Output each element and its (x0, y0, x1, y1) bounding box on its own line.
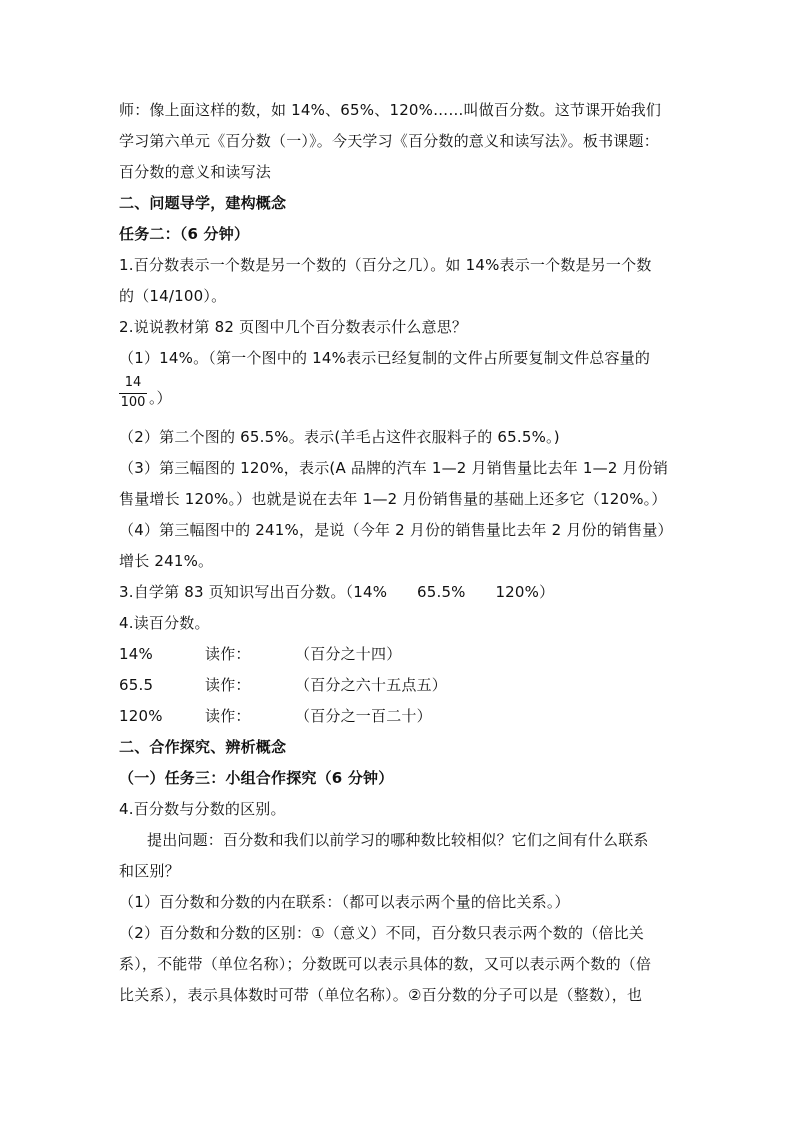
text-line: 的（14/100）。 (119, 287, 227, 305)
read-value: （百分之十四） (295, 645, 402, 663)
task-heading: 任务二：（6 分钟） (119, 225, 250, 243)
text-line: （2）第二个图的 65.5%。表示(羊毛占这件衣服料子的 65.5%。) (119, 428, 560, 446)
text-line: （2）百分数和分数的区别：①（意义）不同，百分数只表示两个数的（倍比关 (119, 924, 644, 942)
text-line: （1）14%。（第一个图中的 14%表示已经复制的文件占所要复制文件总容量的 (119, 349, 651, 367)
section-heading: 二、合作探究、辨析概念 (119, 738, 287, 756)
text-line: 学习第六单元《百分数（一）》。今天学习《百分数的意义和读写法》。板书课题： (119, 132, 659, 150)
fraction (119, 374, 147, 412)
section-heading: 二、问题导学，建构概念 (119, 194, 287, 212)
text-line: 3.自学第 83 页知识写出百分数。（14% 65.5% 120%） (119, 583, 555, 601)
read-row (119, 670, 679, 701)
read-row (119, 701, 679, 732)
document-body (119, 95, 679, 1011)
text-line: 和区别？ (119, 862, 180, 880)
read-row (119, 639, 679, 670)
text-line: （1）百分数和分数的内在联系：（都可以表示两个量的倍比关系。） (119, 893, 570, 911)
read-label: 读作： (205, 707, 251, 725)
text-line: （3）第三幅图的 120%，表示(A 品牌的汽车 1—2 月销售量比去年 1—2 月份销 (119, 459, 669, 477)
text-line: 1.百分数表示一个数是另一个数的（百分之几）。如 14%表示一个数是另一个数 (119, 256, 652, 274)
read-label: 读作： (205, 676, 251, 694)
fraction-line (119, 374, 679, 422)
fraction-numerator: 14 (119, 374, 147, 394)
read-number: 65.5 (119, 676, 154, 694)
read-number: 14% (119, 645, 153, 663)
fraction-denominator: 100 (120, 395, 146, 410)
read-label: 读作： (205, 645, 251, 663)
text-line: 增长 241%。 (119, 552, 214, 570)
text-line: （4）第三幅图中的 241%，是说（今年 2 月份的销售量比去年 2 月份的销售量） (119, 521, 673, 539)
text-line: 比关系），表示具体数时可带（单位名称）。②百分数的分子可以是（整数），也 (119, 986, 643, 1004)
fraction-tail: 。） (149, 389, 172, 407)
read-value: （百分之一百二十） (295, 707, 432, 725)
text-line: 百分数的意义和读写法 (119, 163, 272, 181)
text-line: 4.百分数与分数的区别。 (119, 800, 286, 818)
text-line: 提出问题：百分数和我们以前学习的哪种数比较相似？它们之间有什么联系 (147, 831, 649, 849)
text-line: 系），不能带（单位名称）；分数既可以表示具体的数，又可以表示两个数的（倍 (119, 955, 652, 973)
text-line: 4.读百分数。 (119, 614, 210, 632)
read-number: 120% (119, 707, 163, 725)
read-value: （百分之六十五点五） (295, 676, 448, 694)
text-line: 师：像上面这样的数，如 14%、65%、120%……叫做百分数。这节课开始我们 (119, 101, 662, 119)
text-line: 售量增长 120%。）也就是说在去年 1—2 月份销售量的基础上还多它（120%。） (119, 490, 667, 508)
task-heading: （一）任务三：小组合作探究（6 分钟） (119, 769, 394, 787)
text-line: 2.说说教材第 82 页图中几个百分数表示什么意思？ (119, 318, 468, 336)
